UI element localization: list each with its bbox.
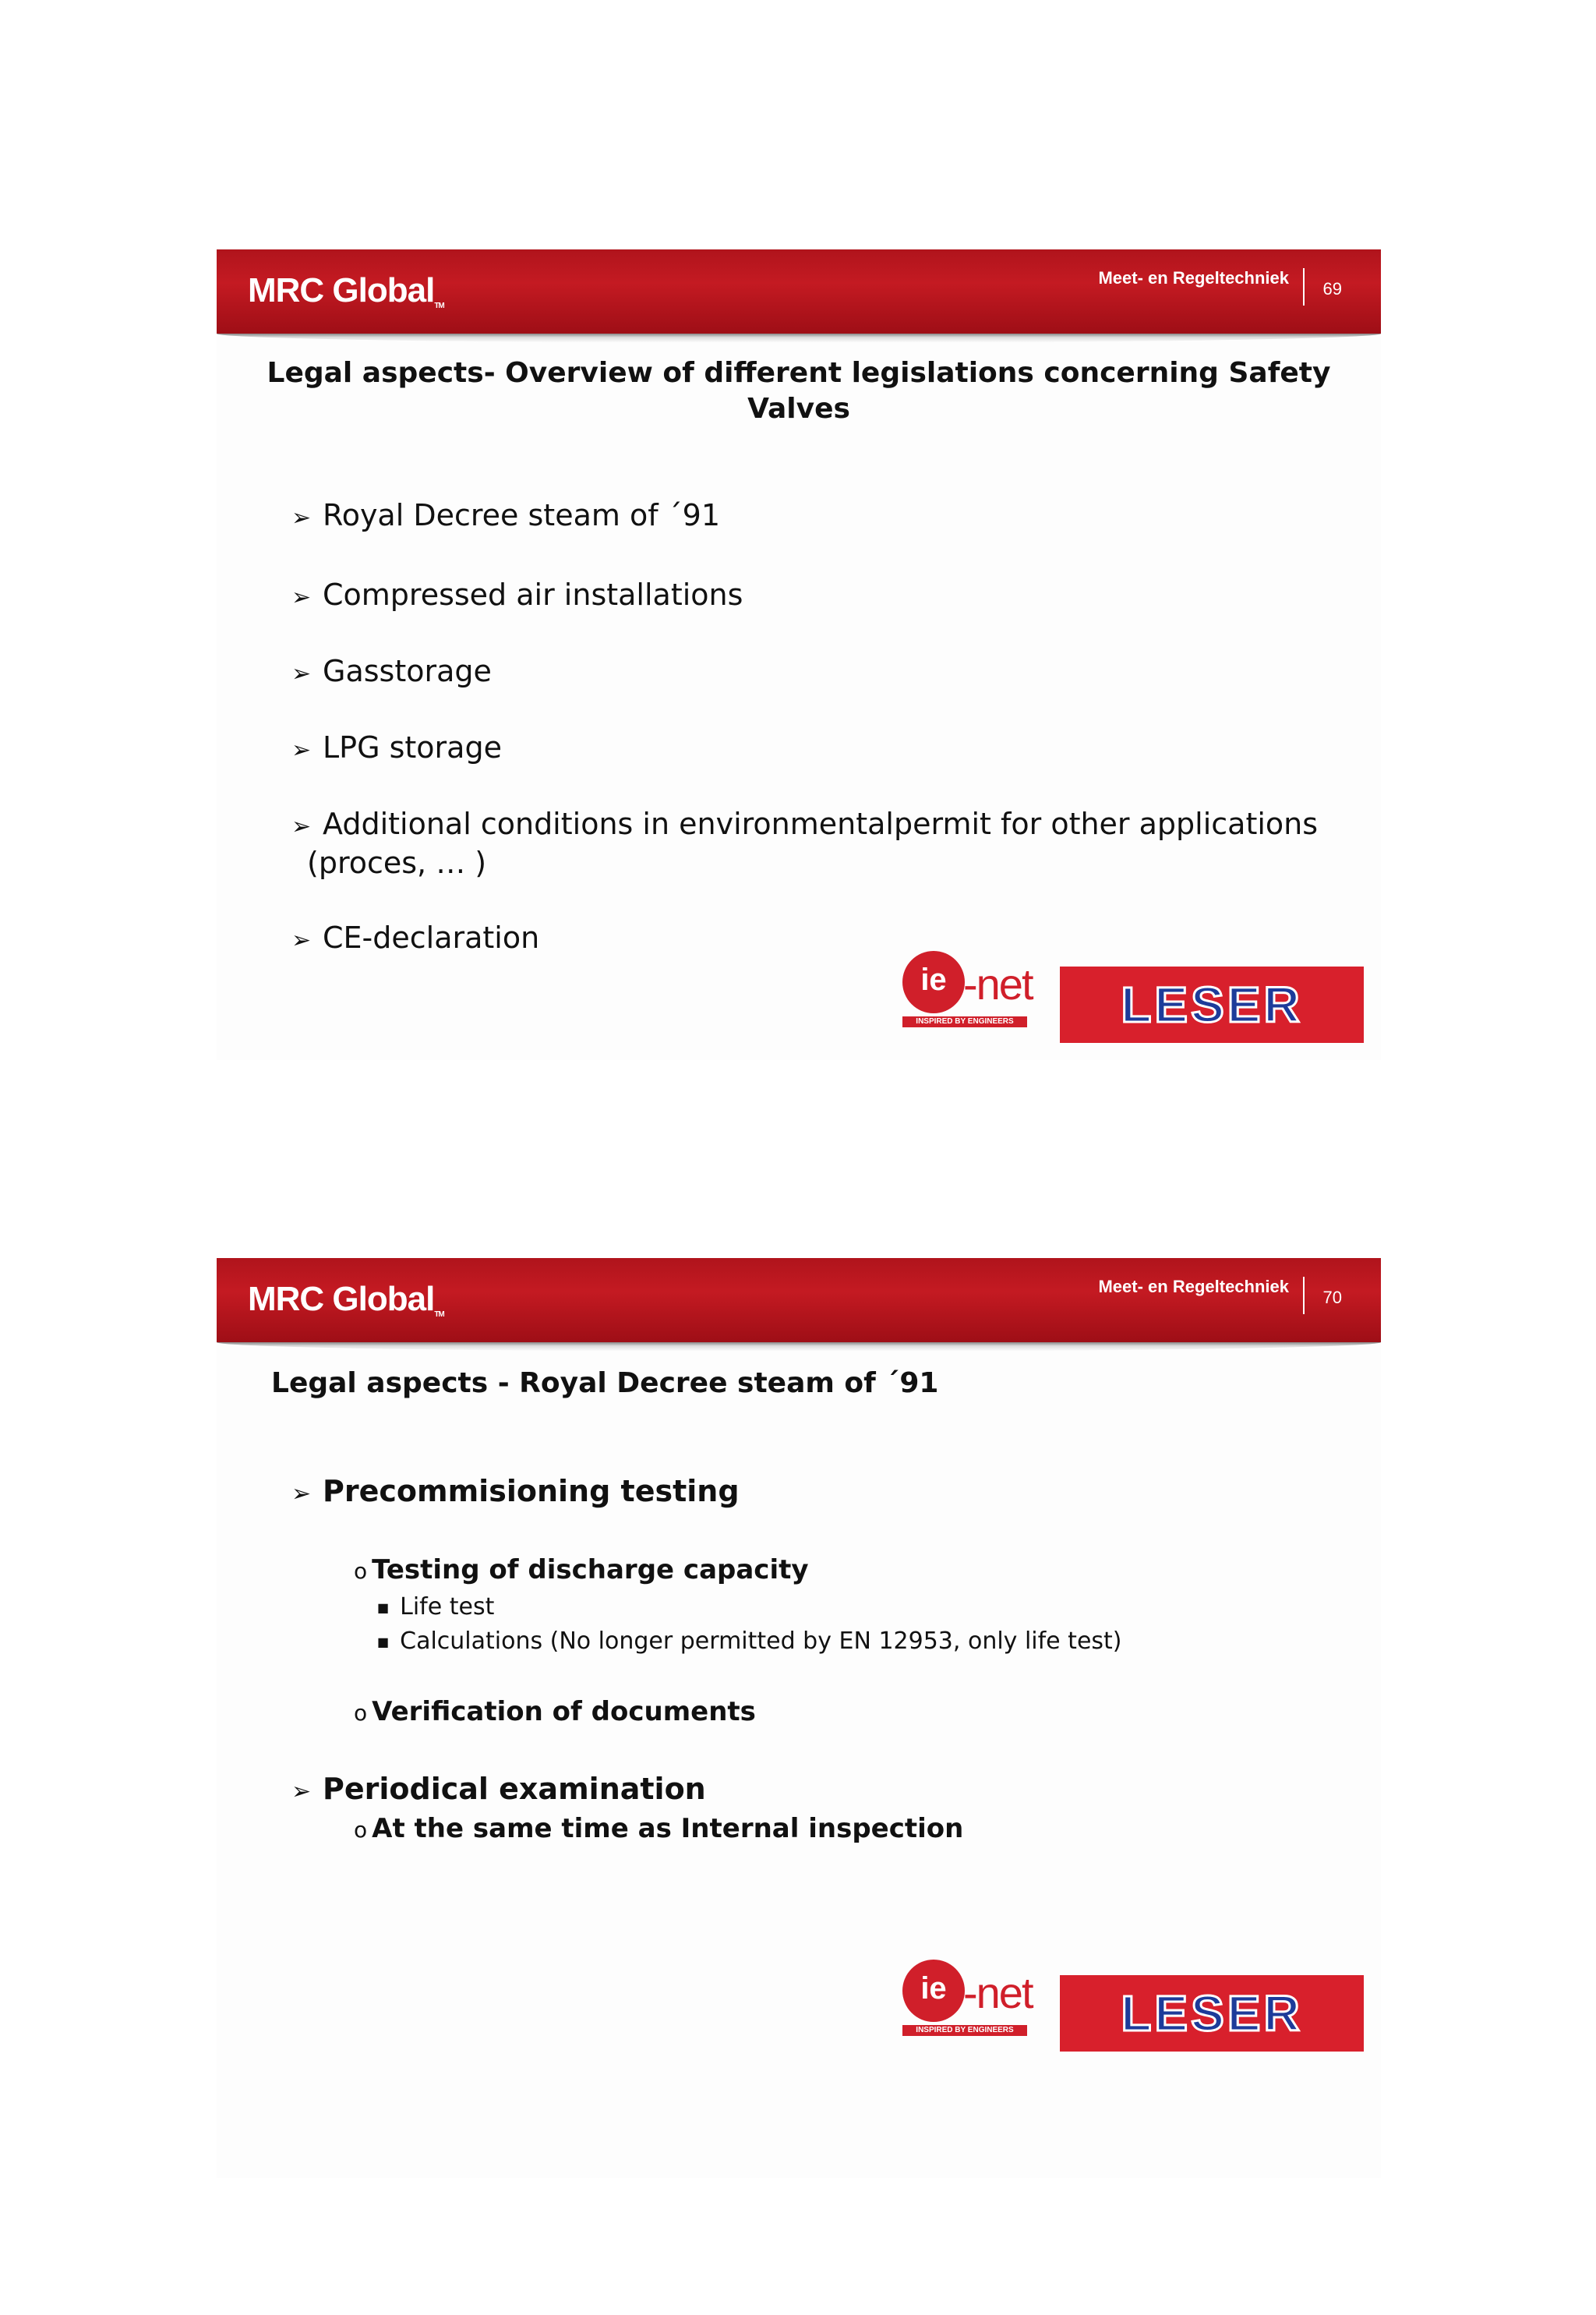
slide-title: Legal aspects- Overview of different legislations concerning Safety Valves — [267, 357, 1331, 425]
bullet-item: ➢ LPG storage — [291, 728, 502, 770]
slide-header — [217, 1258, 1381, 1342]
header-divider — [1303, 268, 1305, 306]
circle-bullet-icon: o — [354, 1817, 368, 1843]
bullet-item: ➢ Periodical examination — [291, 1769, 706, 1811]
arrow-bullet-icon: ➢ — [291, 504, 312, 532]
square-bullet-icon: ■ — [377, 1600, 390, 1615]
bullet-item: ➢ Precommisioning testing — [291, 1472, 740, 1514]
subsub-bullet: ■ Calculations (No longer permitted by EN 12953, only life test) — [377, 1628, 1122, 1655]
circle-bullet-icon: o — [354, 1558, 368, 1584]
header-divider — [1303, 1277, 1305, 1314]
slide-header — [217, 249, 1381, 334]
arrow-bullet-icon: ➢ — [291, 1778, 312, 1805]
square-bullet-icon: ■ — [377, 1635, 390, 1649]
arrow-bullet-icon: ➢ — [291, 660, 312, 687]
slide-title: Legal aspects - Royal Decree steam of ´91 — [271, 1367, 939, 1399]
arrow-bullet-icon: ➢ — [291, 584, 312, 611]
mrc-global-logo: MRC GlobalTM — [248, 271, 444, 310]
bullet-continuation: (proces, … ) — [307, 846, 487, 880]
sub-bullet: o At the same time as Internal inspection — [354, 1813, 964, 1844]
slide-69 — [217, 249, 1381, 1060]
leser-logo: LESER — [1060, 1975, 1364, 2052]
bullet-item: ➢ Royal Decree steam of ´91 — [291, 496, 720, 538]
bullet-item: ➢ CE-declaration — [291, 918, 539, 960]
circle-bullet-icon: o — [354, 1700, 368, 1726]
header-tagline: Meet- en Regeltechniek — [1098, 1277, 1289, 1296]
arrow-bullet-icon: ➢ — [291, 927, 312, 954]
bullet-item: ➢ Compressed air installations — [291, 575, 743, 617]
sub-bullet: o Verification of documents — [354, 1696, 756, 1727]
arrow-bullet-icon: ➢ — [291, 1480, 312, 1507]
ienet-logo: ie -net INSPIRED BY ENGINEERS — [902, 951, 1035, 1029]
page-number: 70 — [1322, 1288, 1342, 1307]
leser-logo: LESER — [1060, 967, 1364, 1043]
header-tagline: Meet- en Regeltechniek — [1098, 268, 1289, 288]
mrc-global-logo: MRC GlobalTM — [248, 1280, 444, 1319]
arrow-bullet-icon: ➢ — [291, 813, 312, 840]
arrow-bullet-icon: ➢ — [291, 737, 312, 764]
slide-70 — [217, 1258, 1381, 2178]
bullet-item: ➢ Additional conditions in environmentalpermit for other applications — [291, 804, 1318, 846]
ienet-logo: ie -net INSPIRED BY ENGINEERS — [902, 1960, 1035, 2038]
sub-bullet: o Testing of discharge capacity — [354, 1554, 809, 1585]
subsub-bullet: ■ Life test — [377, 1593, 495, 1620]
bullet-item: ➢ Gasstorage — [291, 652, 492, 694]
page-number: 69 — [1322, 279, 1342, 299]
